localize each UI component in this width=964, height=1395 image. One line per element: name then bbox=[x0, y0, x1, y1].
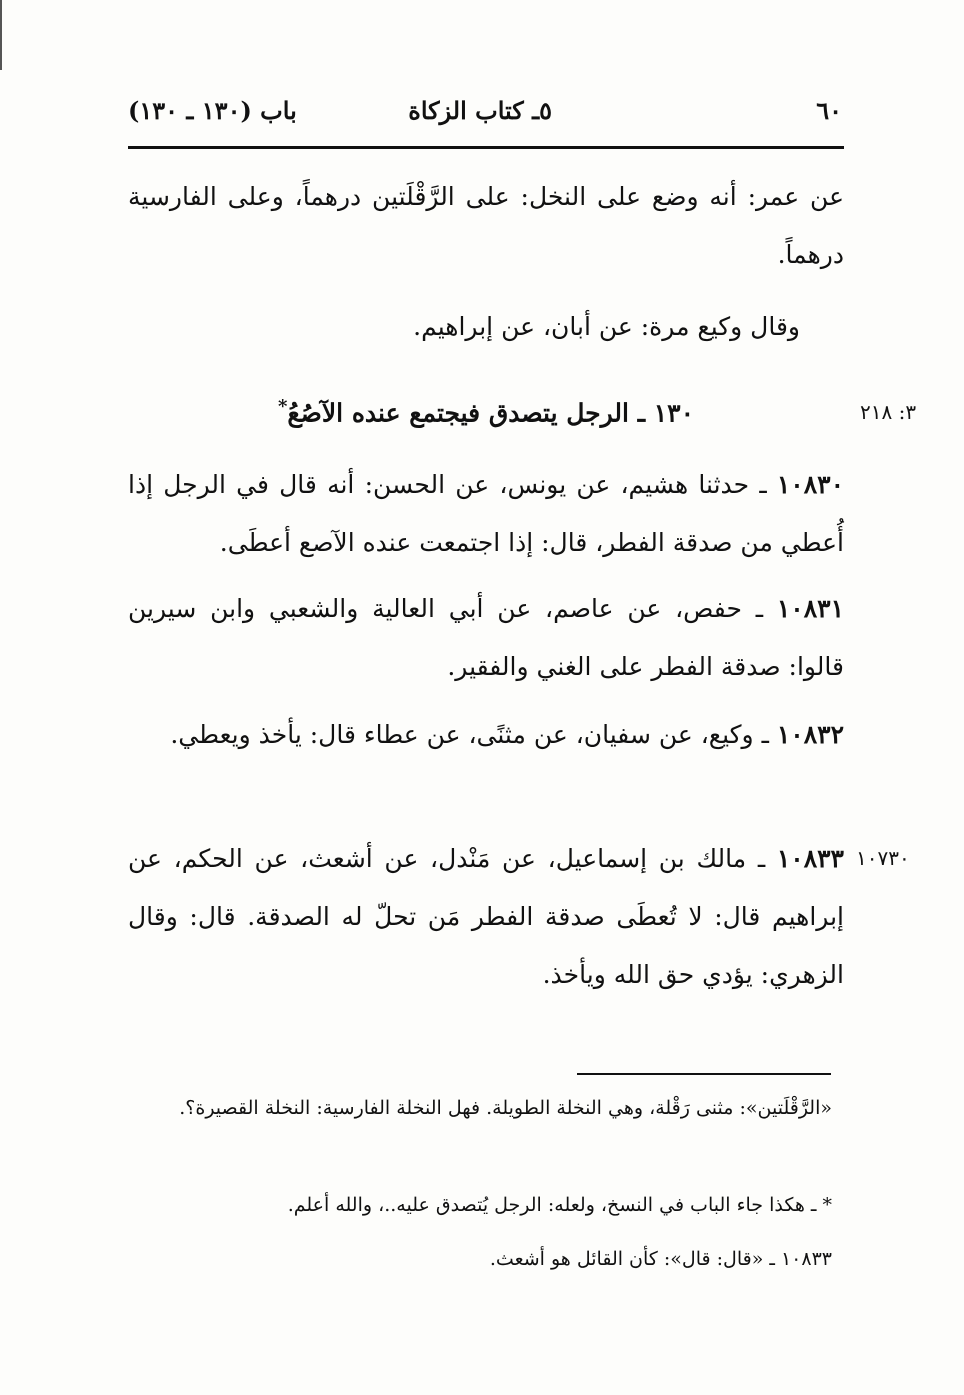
hadith-number: ١٠٨٣٠ bbox=[776, 470, 844, 499]
hadith-10832 bbox=[128, 706, 844, 764]
hadith-10833 bbox=[128, 830, 844, 1004]
paragraph-note: وقال وكيع مرة: عن أبان، عن إبراهيم. bbox=[413, 312, 800, 341]
chapter-heading bbox=[128, 378, 844, 442]
footnote-1: «الرَّقْلَتين»: مثنى رَقْلة، وهي النخلة الطويلة. فهل النخلة الفارسية: النخلة القصيرة؟. bbox=[179, 1097, 832, 1119]
hadith-10830 bbox=[128, 456, 844, 572]
margin-reference-2: ١٠٧٣٠ bbox=[856, 846, 910, 870]
hadith-10831 bbox=[128, 580, 844, 696]
hadith-number: ١٠٨٣٣ bbox=[776, 844, 844, 873]
paragraph-continuation: عن عمر: أنه وضع على النخل: على الرَّقْلَتين درهماً، وعلى الفارسية درهماً. bbox=[128, 182, 844, 269]
heading-footnote-mark: * bbox=[277, 396, 288, 417]
page-number: ٦٠ bbox=[816, 96, 842, 125]
hadith-number: ١٠٨٣١ bbox=[776, 594, 845, 623]
page-header bbox=[128, 96, 842, 136]
book-title: ٥ـ كتاب الزكاة bbox=[408, 96, 552, 125]
chapter-title: باب (١٣٠ ـ ١٣٠) bbox=[128, 96, 297, 125]
footnote-3: ١٠٨٣٣ ـ «قال: قال»: كأن القائل هو أشعث. bbox=[489, 1248, 832, 1270]
header-rule bbox=[128, 146, 844, 149]
margin-reference-1: ٣: ٢١٨ bbox=[860, 400, 917, 424]
hadith-text: ـ وكيع، عن سفيان، عن مثنًى، عن عطاء قال: يأخذ ويعطي. bbox=[170, 720, 769, 749]
hadith-number: ١٠٨٣٢ bbox=[776, 720, 844, 749]
hadith-text: ـ حفص، عن عاصم، عن أبي العالية والشعبي وابن سيرين قالوا: صدقة الفطر على الغني والفقير. bbox=[128, 594, 844, 681]
hadith-text: ـ مالك بن إسماعيل، عن مَنْدل، عن أشعث، عن الحكم، عن إبراهيم قال: لا تُعطَى صدقة الفطر مَن تحلّ له الصدقة. قال: وقال الزهري: يؤدي حق الله ويأخذ. bbox=[128, 844, 844, 989]
chapter-heading-text: ١٣٠ ـ الرجل يتصدق فيجتمع عنده الآصُعُ bbox=[287, 398, 695, 428]
footnote-2: * ـ هكذا جاء الباب في النسخ، ولعله: الرجل يُتصدق عليه..، والله أعلم. bbox=[287, 1194, 832, 1216]
scan-edge-line bbox=[0, 0, 2, 70]
footnote-rule bbox=[577, 1073, 831, 1075]
hadith-text: ـ حدثنا هشيم، عن يونس، عن الحسن: أنه قال في الرجل إذا أُعطي من صدقة الفطر، قال: إذا اجتمعت عنده الآصع أعطَى. bbox=[128, 470, 844, 557]
